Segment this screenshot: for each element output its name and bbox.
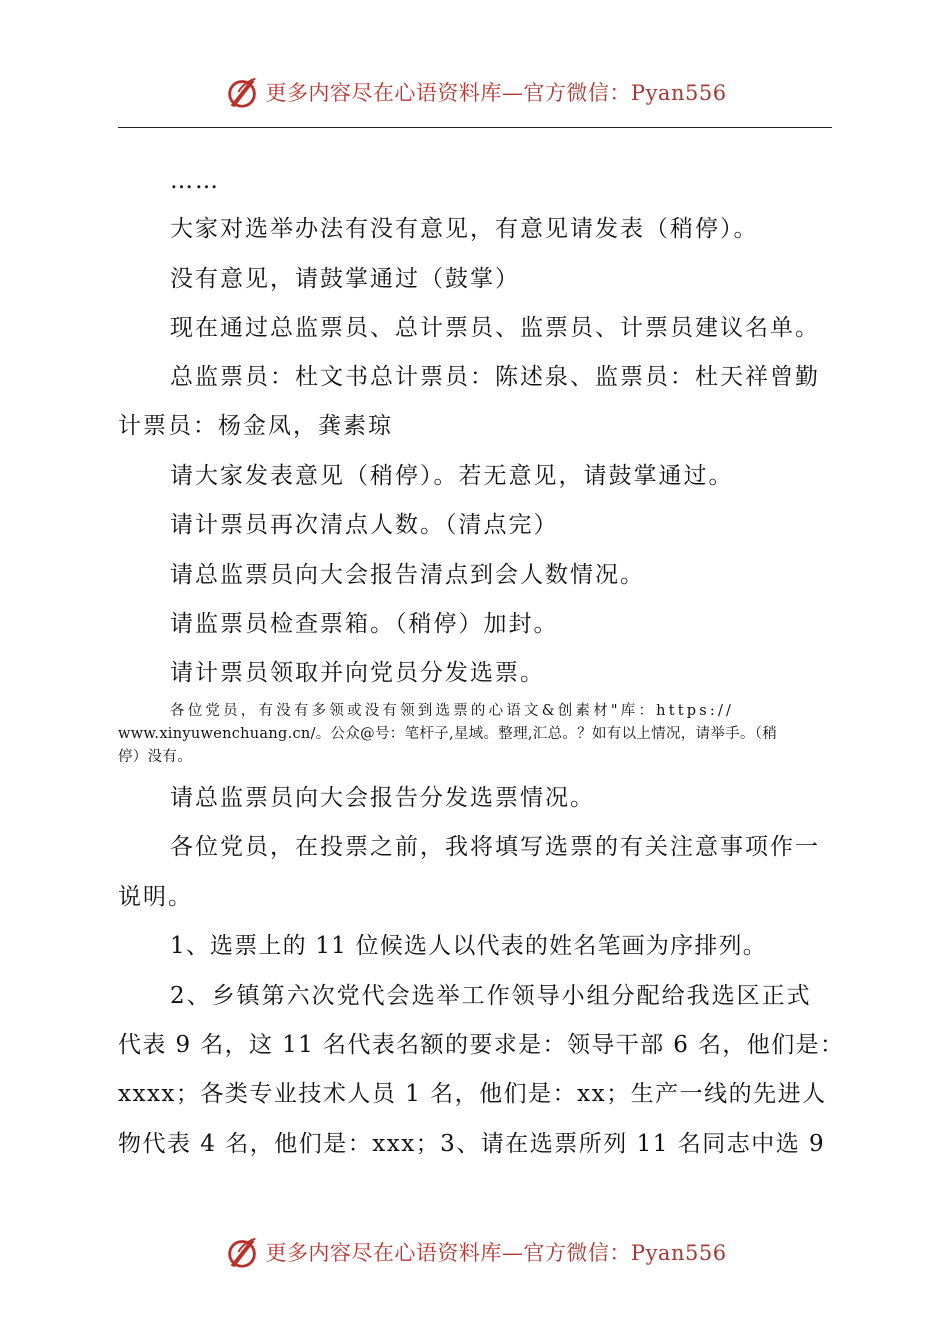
banner-dash: —	[501, 1241, 524, 1265]
text-line: ……	[170, 168, 220, 194]
banner-dash: —	[501, 81, 524, 105]
text-line: 请监票员检查票箱。（稍停）加封。	[170, 611, 559, 637]
text-line: 各位党员，在投票之前，我将填写选票的有关注意事项作一	[170, 834, 820, 860]
text-line: 说明。	[118, 884, 193, 910]
banner-main-text: 更多内容尽在心语资料库	[265, 81, 502, 105]
text-line: 1、选票上的 11 位候选人以代表的姓名笔画为序排列。	[170, 933, 767, 959]
header-rule	[118, 127, 832, 128]
text-line: xxxx；各类专业技术人员 1 名，他们是：xx；生产一线的先进人	[118, 1081, 827, 1107]
text-line: 代表 9 名，这 11 名代表名额的要求是：领导干部 6 名，他们是：	[118, 1032, 845, 1058]
text-line: 大家对选举办法有没有意见，有意见请发表（稍停）。	[170, 216, 759, 242]
banner-wechat-text: 官方微信：Pyan556	[523, 81, 727, 105]
small-text-line: 停）没有。	[118, 749, 192, 765]
quill-logo-icon	[223, 1233, 261, 1271]
text-line: 请计票员领取并向党员分发选票。	[170, 660, 545, 686]
footer-banner	[0, 1232, 950, 1272]
banner-wechat-text: 官方微信：Pyan556	[523, 1241, 727, 1265]
quill-logo-icon	[223, 73, 261, 111]
small-text-line: www.xinyuwenchuang.cn/。公众@号：笔杆子,星域。整理,汇总。？如有以上情况，请举手。（稍	[118, 726, 778, 742]
text-line: 物代表 4 名，他们是：xxx；3、请在选票所列 11 名同志中选 9	[118, 1131, 826, 1157]
text-line: 总监票员：杜文书总计票员：陈述泉、监票员：杜天祥曾勤	[170, 364, 820, 390]
text-line: 2、乡镇第六次党代会选举工作领导小组分配给我选区正式	[170, 983, 812, 1009]
text-line: 请计票员再次清点人数。（清点完）	[170, 512, 559, 538]
text-line: 请总监票员向大会报告分发选票情况。	[170, 785, 595, 811]
header-banner	[0, 72, 950, 112]
text-line: 计票员：杨金凤，龚素琼	[118, 413, 393, 439]
text-line: 现在通过总监票员、总计票员、监票员、计票员建议名单。	[170, 315, 820, 341]
text-line: 请大家发表意见（稍停）。若无意见，请鼓掌通过。	[170, 463, 734, 489]
text-line: 没有意见，请鼓掌通过（鼓掌）	[170, 266, 520, 292]
banner-main-text: 更多内容尽在心语资料库	[265, 1241, 502, 1265]
small-text-line: 各位党员，有没有多领或没有领到选票的心语文&创素材"库：https://	[170, 703, 735, 719]
text-line: 请总监票员向大会报告清点到会人数情况。	[170, 562, 645, 588]
